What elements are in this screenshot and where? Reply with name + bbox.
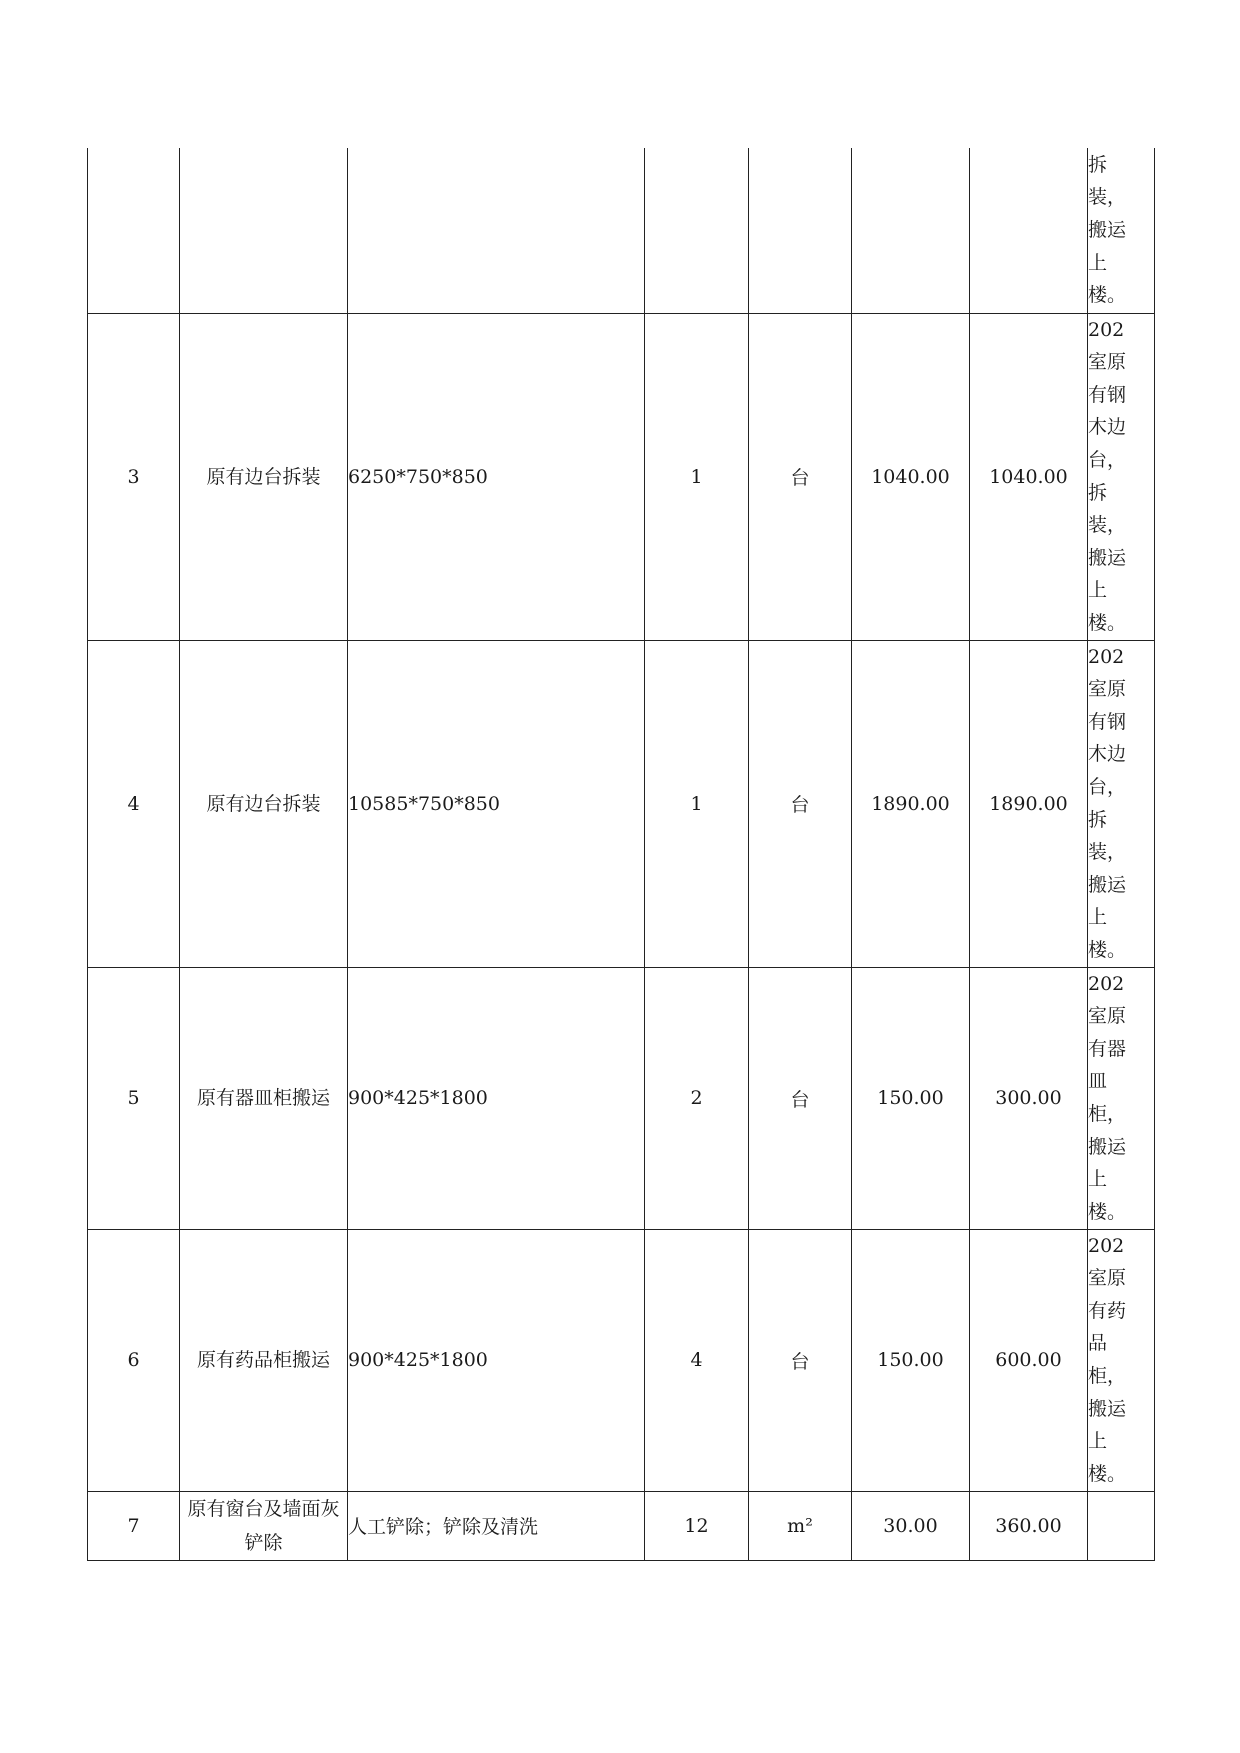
remark-line: 品 [1088,1332,1108,1355]
remark-line: 202 [1088,318,1125,341]
cell-qty: 2 [645,967,749,1229]
cell-no: 5 [88,967,180,1229]
cell-spec: 6250*750*850 [348,313,645,640]
cell-spec: 人工铲除；铲除及清洗 [348,1491,645,1560]
remark-line: 室原 [1088,351,1127,374]
cell-unit-price: 1890.00 [852,640,970,967]
cell-no [88,148,180,313]
cell-unit-price: 150.00 [852,1229,970,1491]
table-row [88,640,1155,967]
cell-total: 300.00 [970,967,1088,1229]
cell-total [970,148,1088,313]
cell-spec: 10585*750*850 [348,640,645,967]
remark-line: 拆 [1088,153,1108,176]
cell-remark [1088,148,1155,313]
cell-spec [348,148,645,313]
remark-line: 装， [1088,514,1127,537]
cell-total: 360.00 [970,1491,1088,1560]
remark-line: 拆 [1088,808,1108,831]
remark-line: 搬运 [1088,1135,1127,1158]
remark-line: 有药 [1088,1299,1127,1322]
cell-remark [1088,1491,1155,1560]
cell-no: 4 [88,640,180,967]
remark-line: 搬运 [1088,546,1127,569]
cell-remark [1088,640,1155,967]
cell-unit-price [852,148,970,313]
remark-line: 装， [1088,841,1127,864]
remark-line: 楼。 [1088,938,1127,961]
remark-line: 木边 [1088,743,1127,766]
cell-total: 600.00 [970,1229,1088,1491]
remark-line: 上 [1088,251,1108,274]
table-row [88,313,1155,640]
quotation-table [87,148,1155,1561]
cell-name: 原有边台拆装 [180,313,348,640]
remark-line: 装， [1088,186,1127,209]
cell-qty: 1 [645,313,749,640]
cell-unit-price: 1040.00 [852,313,970,640]
remark-line: 室原 [1088,678,1127,701]
cell-unit [749,148,852,313]
remark-line: 室原 [1088,1005,1127,1028]
cell-name: 原有窗台及墙面灰铲除 [180,1491,348,1560]
table-row [88,1229,1155,1491]
cell-name: 原有器皿柜搬运 [180,967,348,1229]
cell-remark [1088,1229,1155,1491]
remark-line: 上 [1088,1168,1108,1191]
remark-line: 室原 [1088,1267,1127,1290]
remark-line: 202 [1088,972,1125,995]
cell-total: 1890.00 [970,640,1088,967]
cell-no: 6 [88,1229,180,1491]
remark-line: 台， [1088,448,1127,471]
remark-line: 202 [1088,645,1125,668]
cell-unit: 台 [749,640,852,967]
cell-name: 原有边台拆装 [180,640,348,967]
cell-no: 7 [88,1491,180,1560]
cell-unit-price: 150.00 [852,967,970,1229]
cell-spec: 900*425*1800 [348,1229,645,1491]
cell-qty: 12 [645,1491,749,1560]
cell-unit: 台 [749,1229,852,1491]
cell-unit: 台 [749,313,852,640]
table-row [88,1491,1155,1560]
cell-name: 原有药品柜搬运 [180,1229,348,1491]
remark-line: 搬运 [1088,1397,1127,1420]
cell-qty [645,148,749,313]
remark-line: 柜， [1088,1365,1127,1387]
cell-qty: 1 [645,640,749,967]
cell-unit: m² [749,1491,852,1560]
cell-unit-price: 30.00 [852,1491,970,1560]
remark-line: 有钢 [1088,710,1127,733]
cell-no: 3 [88,313,180,640]
remark-line: 有器 [1088,1037,1127,1060]
remark-line: 拆 [1088,481,1108,504]
remark-line: 上 [1088,579,1108,602]
table-row [88,967,1155,1229]
remark-line: 搬运 [1088,873,1127,896]
remark-line: 柜， [1088,1103,1127,1125]
remark-line: 上 [1088,1430,1108,1453]
remark-line: 有钢 [1088,383,1127,406]
remark-line: 皿 [1088,1070,1108,1093]
remark-line: 楼。 [1088,611,1127,634]
remark-line: 上 [1088,906,1108,929]
cell-unit: 台 [749,967,852,1229]
cell-spec: 900*425*1800 [348,967,645,1229]
remark-line: 楼。 [1088,284,1127,307]
table-row-continued [88,148,1155,313]
cell-remark [1088,967,1155,1229]
remark-line: 台， [1088,775,1127,798]
cell-total: 1040.00 [970,313,1088,640]
remark-line: 楼。 [1088,1462,1127,1485]
cell-qty: 4 [645,1229,749,1491]
remark-line: 202 [1088,1234,1125,1257]
cell-name [180,148,348,313]
remark-line: 木边 [1088,416,1127,439]
remark-line: 搬运 [1088,218,1127,241]
remark-line: 楼。 [1088,1200,1127,1223]
cell-remark [1088,313,1155,640]
